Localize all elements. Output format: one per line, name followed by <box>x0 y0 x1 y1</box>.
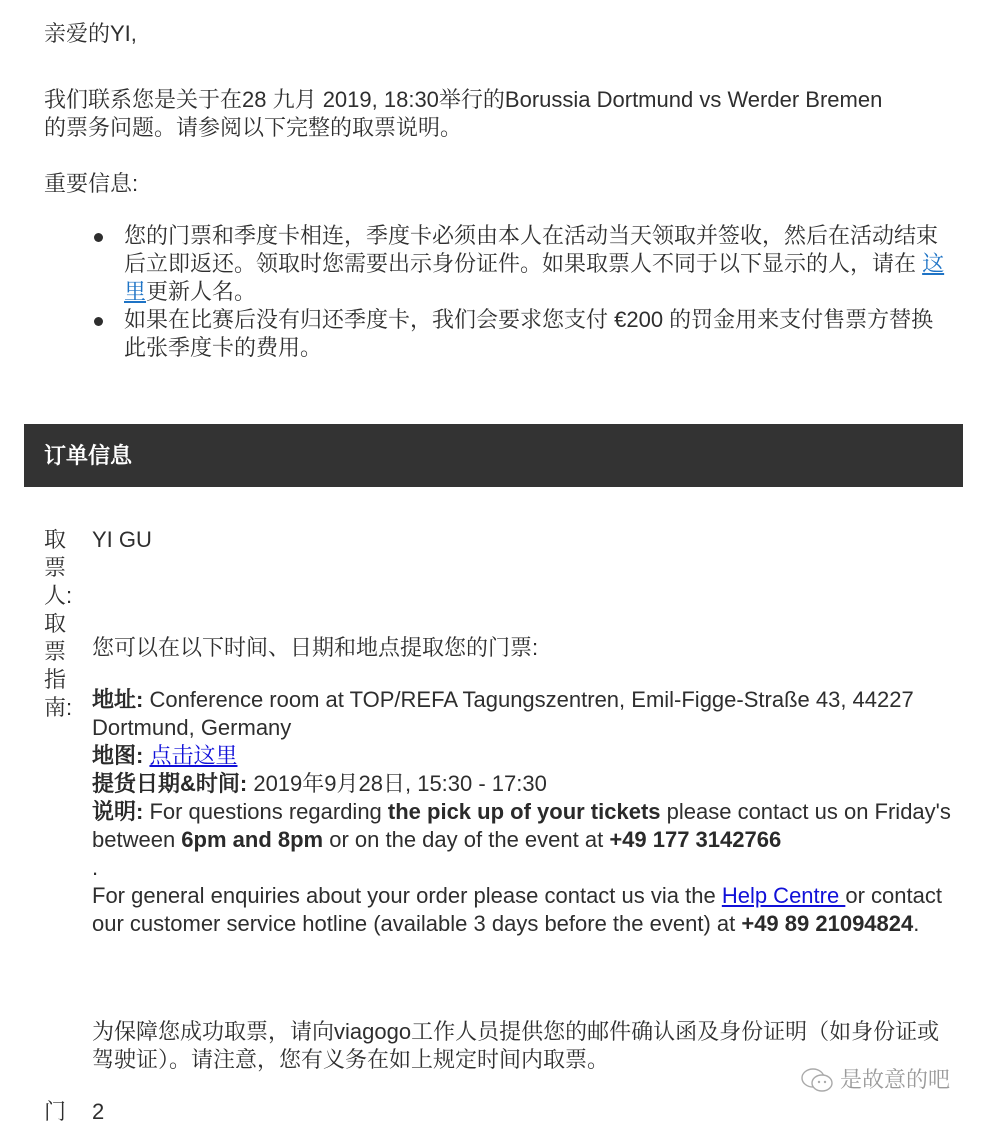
recipient-name: YI GU <box>92 527 152 552</box>
note-hours: 6pm and 8pm <box>181 827 324 852</box>
note-text: please contact us on Friday's between <box>92 799 951 852</box>
bullet-text: 更新人名。 <box>146 279 257 304</box>
general-enquiries <box>92 882 952 938</box>
note-text: or on the day of the event at <box>323 827 610 852</box>
watermark-text: 是故意的吧 <box>840 1067 951 1092</box>
important-info-heading: 重要信息: <box>44 171 139 196</box>
pickup-time-row <box>92 770 952 798</box>
pickup-time-label: 提货日期&时间: <box>92 771 248 796</box>
intro-paragraph: 我们联系您是关于在28 九月 2019, 18:30举行的Borussia Dortmund vs Werder Bremen的票务问题。请参阅以下完整的取票说明。 <box>44 87 883 140</box>
note-text: For questions regarding <box>143 799 388 824</box>
gate-label: 门 <box>44 1099 67 1124</box>
important-info-list <box>124 222 954 362</box>
map-link[interactable]: 点击这里 <box>149 743 238 768</box>
map-label: 地图: <box>92 743 150 768</box>
address-value: Conference room at TOP/REFA Tagungszentren, Emil-Figge-Straße 43, 44227 Dortmund, Germany <box>92 687 914 740</box>
list-item <box>124 306 954 362</box>
recipient-label: 取票人: <box>44 527 73 608</box>
update-name-link[interactable]: 这里 <box>124 251 945 304</box>
general-text: or contact our customer service hotline (available 3 days before the event) at <box>92 883 942 936</box>
gate-value: 2 <box>92 1099 105 1124</box>
watermark <box>800 1066 950 1094</box>
general-text: . <box>913 911 920 936</box>
pickup-intro: 您可以在以下时间、日期和地点提取您的门票: <box>92 635 539 660</box>
note-text: . <box>92 855 99 880</box>
pickup-guide-label: 取票指南: <box>44 611 73 720</box>
hotline-phone: +49 89 21094824 <box>741 911 914 936</box>
event-day-phone: +49 177 3142766 <box>609 827 782 852</box>
note-row <box>92 798 952 882</box>
pickup-reminder: 为保障您成功取票，请向viagogo工作人员提供您的邮件确认函及身份证明（如身份证或驾驶证）。请注意，您有义务在如上规定时间内取票。 <box>92 1019 940 1072</box>
bullet-icon <box>94 317 103 326</box>
map-row <box>92 742 952 770</box>
note-emphasis: the pick up of your tickets <box>387 799 661 824</box>
order-info-header: 订单信息 <box>24 424 963 487</box>
address-label: 地址: <box>92 687 144 712</box>
bullet-text: 如果在比赛后没有归还季度卡，我们会要求您支付 €200 的罚金用来支付售票方替换此张季度卡的费用。 <box>124 307 934 360</box>
address-row <box>92 686 952 742</box>
list-item <box>124 222 954 306</box>
general-text: For general enquiries about your order please contact us via the <box>92 883 722 908</box>
pickup-time-value: 2019年9月28日, 15:30 - 17:30 <box>247 771 547 796</box>
greeting: 亲爱的YI, <box>44 21 137 46</box>
bullet-text: 您的门票和季度卡相连，季度卡必须由本人在活动当天领取并签收，然后在活动结束后立即返还。领取时您需要出示身份证件。如果取票人不同于以下显示的人，请在 <box>124 223 939 276</box>
pickup-details <box>92 686 952 938</box>
help-centre-link[interactable]: Help Centre <box>721 883 846 908</box>
bullet-icon <box>94 233 103 242</box>
note-label: 说明: <box>92 799 144 824</box>
wechat-icon <box>800 1067 834 1093</box>
